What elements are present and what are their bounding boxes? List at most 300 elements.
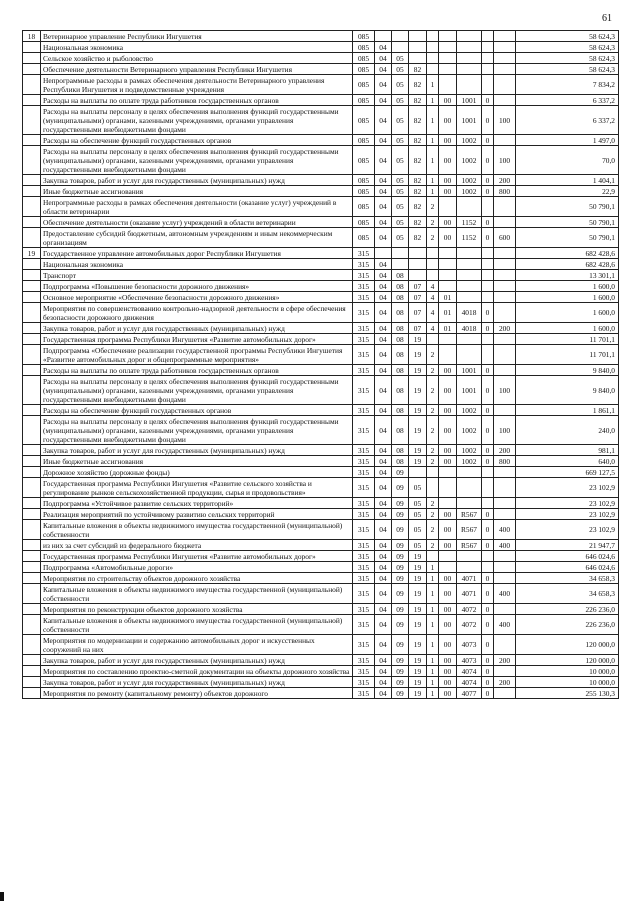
subprogram-code-cell (427, 259, 439, 270)
section-code-cell: 04 (375, 323, 392, 334)
row-number-cell (23, 334, 41, 345)
direction-suffix-cell: 0 (482, 520, 494, 540)
direction-suffix-cell: 0 (482, 456, 494, 467)
row-number-cell (23, 677, 41, 688)
table-row (23, 498, 619, 509)
row-number-cell (23, 259, 41, 270)
table-row (23, 106, 619, 135)
direction-suffix-cell: 0 (482, 655, 494, 666)
item-name-cell: Государственная программа Республики Ингушетия «Развитие автомобильных дорог» (41, 334, 353, 345)
expense-type-cell: 800 (494, 186, 516, 197)
direction-code-cell: 4072 (457, 615, 482, 635)
ministry-code-cell: 315 (353, 551, 375, 562)
row-number-cell (23, 228, 41, 248)
program-code-cell: 82 (409, 75, 427, 95)
subprogram-code-cell (427, 551, 439, 562)
subsection-code-cell: 09 (392, 498, 409, 509)
table-row (23, 259, 619, 270)
ministry-code-cell: 315 (353, 677, 375, 688)
subsection-code-cell: 08 (392, 345, 409, 365)
subprogram-code-cell: 1 (427, 666, 439, 677)
ministry-code-cell: 315 (353, 562, 375, 573)
table-row (23, 42, 619, 53)
subprogram-code-cell: 2 (427, 445, 439, 456)
section-code-cell: 04 (375, 345, 392, 365)
row-number-cell (23, 376, 41, 405)
subsection-code-cell: 09 (392, 677, 409, 688)
expense-type-cell (494, 42, 516, 53)
direction-code-cell: 4072 (457, 604, 482, 615)
direction-code-cell: 1152 (457, 228, 482, 248)
subprogram-code-cell (427, 42, 439, 53)
subsection-code-cell: 05 (392, 217, 409, 228)
ministry-code-cell: 315 (353, 323, 375, 334)
item-name-cell: Непрограммные расходы в рамках обеспечения деятельности Ветеринарного управления Республики Ингушетия и подведомственные учреждения (41, 75, 353, 95)
item-name-cell: Предоставление субсидий бюджетным, автономным учреждениям и иным некоммерческим организациям (41, 228, 353, 248)
table-row (23, 573, 619, 584)
direction-code-cell: 1001 (457, 95, 482, 106)
item-name-cell: Обеспечение деятельности Ветеринарного управления Республики Ингушетия (41, 64, 353, 75)
section-code-cell: 04 (375, 498, 392, 509)
subprogram-code-cell: 4 (427, 303, 439, 323)
direction-suffix-cell: 0 (482, 573, 494, 584)
table-row (23, 405, 619, 416)
program-code-cell: 19 (409, 345, 427, 365)
expense-type-cell (494, 270, 516, 281)
expense-type-cell (494, 334, 516, 345)
subprogram-code-cell: 1 (427, 175, 439, 186)
section-code-cell: 04 (375, 584, 392, 604)
direction-suffix-cell (482, 42, 494, 53)
section-code-cell: 04 (375, 688, 392, 699)
direction-code-cell: R567 (457, 509, 482, 520)
amount-cell: 226 236,0 (516, 615, 619, 635)
item-name-cell: Расходы на обеспечение функций государственных органов (41, 405, 353, 416)
section-code-cell: 04 (375, 42, 392, 53)
expense-type-cell: 400 (494, 520, 516, 540)
activity-code-cell: 00 (439, 509, 457, 520)
item-name-cell: Обеспечение деятельности (оказание услуг) учреждений в области ветеринарии (41, 217, 353, 228)
subprogram-code-cell: 1 (427, 106, 439, 135)
program-code-cell: 82 (409, 175, 427, 186)
direction-code-cell (457, 498, 482, 509)
section-code-cell: 04 (375, 540, 392, 551)
expense-type-cell (494, 31, 516, 42)
item-name-cell: Расходы на обеспечение функций государственных органов (41, 135, 353, 146)
amount-cell: 10 000,0 (516, 677, 619, 688)
ministry-code-cell: 085 (353, 175, 375, 186)
table-row (23, 677, 619, 688)
section-code-cell: 04 (375, 334, 392, 345)
expense-type-cell (494, 248, 516, 259)
row-number-cell (23, 445, 41, 456)
subprogram-code-cell: 1 (427, 584, 439, 604)
direction-suffix-cell: 0 (482, 584, 494, 604)
activity-code-cell (439, 75, 457, 95)
direction-suffix-cell (482, 64, 494, 75)
activity-code-cell: 00 (439, 135, 457, 146)
direction-suffix-cell: 0 (482, 416, 494, 445)
row-number-cell (23, 217, 41, 228)
amount-cell: 981,1 (516, 445, 619, 456)
table-row (23, 334, 619, 345)
item-name-cell: Государственная программа Республики Ингушетия «Развитие автомобильных дорог» (41, 551, 353, 562)
ministry-code-cell: 085 (353, 186, 375, 197)
program-code-cell (409, 270, 427, 281)
activity-code-cell: 00 (439, 217, 457, 228)
amount-cell: 682 428,6 (516, 248, 619, 259)
row-number-cell (23, 64, 41, 75)
item-name-cell: Иные бюджетные ассигнования (41, 456, 353, 467)
table-row (23, 31, 619, 42)
subprogram-code-cell: 2 (427, 509, 439, 520)
table-row (23, 551, 619, 562)
activity-code-cell (439, 31, 457, 42)
section-code-cell: 04 (375, 405, 392, 416)
item-name-cell: Подпрограмма «Обеспечение реализации государственной программы Республики Ингушетия «Развитие автомобильных дорог и общепрограммные мероприятия» (41, 345, 353, 365)
direction-code-cell (457, 42, 482, 53)
section-code-cell: 04 (375, 456, 392, 467)
activity-code-cell: 00 (439, 677, 457, 688)
row-number-cell (23, 478, 41, 498)
subsection-code-cell: 08 (392, 376, 409, 405)
subsection-code-cell: 08 (392, 405, 409, 416)
direction-code-cell: 1002 (457, 186, 482, 197)
amount-cell: 11 701,1 (516, 334, 619, 345)
item-name-cell: Ветеринарное управление Республики Ингушетия (41, 31, 353, 42)
direction-suffix-cell (482, 270, 494, 281)
table-row (23, 604, 619, 615)
activity-code-cell: 01 (439, 292, 457, 303)
subprogram-code-cell: 1 (427, 146, 439, 175)
item-name-cell: Реализация мероприятий по устойчивому развитию сельских территорий (41, 509, 353, 520)
direction-suffix-cell: 0 (482, 228, 494, 248)
expense-type-cell (494, 365, 516, 376)
table-row (23, 456, 619, 467)
amount-cell: 120 000,0 (516, 635, 619, 655)
direction-suffix-cell: 0 (482, 106, 494, 135)
item-name-cell: Государственная программа Республики Ингушетия «Развитие сельского хозяйства и регулирование рынков сельскохозяйственной продукции, сырья и продовольствия» (41, 478, 353, 498)
amount-cell: 58 624,3 (516, 31, 619, 42)
direction-suffix-cell: 0 (482, 365, 494, 376)
table-row (23, 175, 619, 186)
direction-code-cell: 1002 (457, 456, 482, 467)
item-name-cell: Основное мероприятие «Обеспечение безопасности дорожного движения» (41, 292, 353, 303)
direction-code-cell (457, 562, 482, 573)
direction-code-cell: 4018 (457, 323, 482, 334)
amount-cell: 640,0 (516, 456, 619, 467)
subprogram-code-cell: 2 (427, 376, 439, 405)
subsection-code-cell: 05 (392, 75, 409, 95)
activity-code-cell (439, 259, 457, 270)
table-row (23, 688, 619, 699)
direction-suffix-cell: 0 (482, 146, 494, 175)
direction-suffix-cell (482, 197, 494, 217)
program-code-cell: 19 (409, 405, 427, 416)
table-row (23, 467, 619, 478)
ministry-code-cell: 085 (353, 106, 375, 135)
subprogram-code-cell: 1 (427, 655, 439, 666)
expense-type-cell (494, 562, 516, 573)
section-code-cell: 04 (375, 573, 392, 584)
subsection-code-cell: 09 (392, 520, 409, 540)
expense-type-cell: 200 (494, 323, 516, 334)
section-code-cell: 04 (375, 292, 392, 303)
activity-code-cell: 00 (439, 405, 457, 416)
direction-code-cell: 1002 (457, 416, 482, 445)
item-name-cell: Подпрограмма «Повышение безопасности дорожного движения» (41, 281, 353, 292)
row-number-cell (23, 53, 41, 64)
subprogram-code-cell: 2 (427, 456, 439, 467)
table-row (23, 146, 619, 175)
direction-suffix-cell (482, 478, 494, 498)
table-row (23, 248, 619, 259)
direction-code-cell (457, 551, 482, 562)
amount-cell: 1 404,1 (516, 175, 619, 186)
direction-code-cell (457, 334, 482, 345)
amount-cell: 21 947,7 (516, 540, 619, 551)
program-code-cell: 05 (409, 520, 427, 540)
section-code-cell: 04 (375, 75, 392, 95)
program-code-cell (409, 467, 427, 478)
program-code-cell: 19 (409, 562, 427, 573)
table-row (23, 540, 619, 551)
ministry-code-cell: 085 (353, 75, 375, 95)
activity-code-cell (439, 345, 457, 365)
subprogram-code-cell: 2 (427, 217, 439, 228)
expense-type-cell (494, 95, 516, 106)
program-code-cell (409, 248, 427, 259)
subsection-code-cell: 05 (392, 197, 409, 217)
direction-suffix-cell (482, 334, 494, 345)
section-code-cell: 04 (375, 376, 392, 405)
amount-cell: 6 337,2 (516, 106, 619, 135)
direction-suffix-cell (482, 551, 494, 562)
ministry-code-cell: 315 (353, 365, 375, 376)
table-row (23, 445, 619, 456)
expense-type-cell (494, 509, 516, 520)
direction-code-cell (457, 478, 482, 498)
activity-code-cell: 00 (439, 106, 457, 135)
subsection-code-cell: 08 (392, 334, 409, 345)
ministry-code-cell: 085 (353, 146, 375, 175)
subprogram-code-cell: 1 (427, 615, 439, 635)
item-name-cell: Расходы на выплаты персоналу в целях обеспечения выполнения функций государственными (муниципальными) органами, казенными учреждениями, органами управления государственными внебюджетными фондами (41, 146, 353, 175)
amount-cell: 1 861,1 (516, 405, 619, 416)
subprogram-code-cell: 1 (427, 604, 439, 615)
section-code-cell (375, 31, 392, 42)
activity-code-cell: 00 (439, 228, 457, 248)
ministry-code-cell: 315 (353, 303, 375, 323)
section-code-cell (375, 248, 392, 259)
ministry-code-cell: 315 (353, 573, 375, 584)
activity-code-cell (439, 551, 457, 562)
expense-type-cell (494, 604, 516, 615)
amount-cell: 1 600,0 (516, 303, 619, 323)
program-code-cell: 19 (409, 666, 427, 677)
subsection-code-cell: 09 (392, 655, 409, 666)
expense-type-cell: 200 (494, 175, 516, 186)
subprogram-code-cell (427, 270, 439, 281)
direction-suffix-cell (482, 53, 494, 64)
subsection-code-cell: 09 (392, 604, 409, 615)
amount-cell: 682 428,6 (516, 259, 619, 270)
amount-cell: 58 624,3 (516, 42, 619, 53)
direction-suffix-cell: 0 (482, 509, 494, 520)
table-row (23, 186, 619, 197)
activity-code-cell: 00 (439, 573, 457, 584)
direction-suffix-cell (482, 562, 494, 573)
row-number-cell (23, 584, 41, 604)
ministry-code-cell: 085 (353, 135, 375, 146)
activity-code-cell (439, 197, 457, 217)
activity-code-cell: 00 (439, 615, 457, 635)
ministry-code-cell: 315 (353, 540, 375, 551)
activity-code-cell (439, 248, 457, 259)
program-code-cell: 07 (409, 303, 427, 323)
direction-code-cell: 4073 (457, 655, 482, 666)
item-name-cell: Капитальные вложения в объекты недвижимого имущества государственной (муниципальной) собственности (41, 615, 353, 635)
item-name-cell: Расходы на выплаты по оплате труда работников государственных органов (41, 365, 353, 376)
program-code-cell: 82 (409, 64, 427, 75)
row-number-cell (23, 498, 41, 509)
item-name-cell: Мероприятия по ремонту (капитальному ремонту) объектов дорожного (41, 688, 353, 699)
table-row (23, 345, 619, 365)
item-name-cell: Расходы на выплаты по оплате труда работников государственных органов (41, 95, 353, 106)
direction-code-cell: 1001 (457, 376, 482, 405)
row-number-cell (23, 405, 41, 416)
item-name-cell: Иные бюджетные ассигнования (41, 186, 353, 197)
ministry-code-cell: 085 (353, 42, 375, 53)
direction-suffix-cell: 0 (482, 445, 494, 456)
amount-cell: 34 658,3 (516, 584, 619, 604)
activity-code-cell: 00 (439, 520, 457, 540)
item-name-cell: Мероприятия по реконструкции объектов дорожного хозяйства (41, 604, 353, 615)
program-code-cell: 07 (409, 281, 427, 292)
page-number: 61 (602, 13, 612, 24)
section-code-cell: 04 (375, 509, 392, 520)
subsection-code-cell: 05 (392, 135, 409, 146)
subsection-code-cell: 08 (392, 416, 409, 445)
program-code-cell: 82 (409, 95, 427, 106)
program-code-cell: 82 (409, 228, 427, 248)
expense-type-cell (494, 498, 516, 509)
table-row (23, 666, 619, 677)
table-row (23, 197, 619, 217)
direction-suffix-cell: 0 (482, 95, 494, 106)
section-code-cell: 04 (375, 445, 392, 456)
section-code-cell: 04 (375, 281, 392, 292)
table-row (23, 520, 619, 540)
item-name-cell: Мероприятия по совершенствованию контрольно-надзорной деятельности в сфере обеспечения безопасности дорожного движения (41, 303, 353, 323)
expense-type-cell (494, 135, 516, 146)
subsection-code-cell: 08 (392, 323, 409, 334)
row-number-cell (23, 95, 41, 106)
expense-type-cell (494, 75, 516, 95)
subprogram-code-cell (427, 64, 439, 75)
section-code-cell: 04 (375, 106, 392, 135)
subsection-code-cell: 05 (392, 186, 409, 197)
activity-code-cell (439, 478, 457, 498)
table-row (23, 562, 619, 573)
expense-type-cell: 200 (494, 655, 516, 666)
activity-code-cell (439, 281, 457, 292)
subsection-code-cell: 05 (392, 64, 409, 75)
amount-cell: 13 301,1 (516, 270, 619, 281)
direction-suffix-cell (482, 292, 494, 303)
subsection-code-cell: 05 (392, 95, 409, 106)
subprogram-code-cell: 1 (427, 562, 439, 573)
program-code-cell: 19 (409, 376, 427, 405)
direction-code-cell: 4071 (457, 584, 482, 604)
ministry-code-cell: 315 (353, 248, 375, 259)
row-number-cell (23, 562, 41, 573)
expense-type-cell: 400 (494, 615, 516, 635)
expense-type-cell: 100 (494, 146, 516, 175)
subprogram-code-cell: 4 (427, 292, 439, 303)
activity-code-cell (439, 467, 457, 478)
row-number-cell (23, 520, 41, 540)
row-number-cell: 19 (23, 248, 41, 259)
section-code-cell: 04 (375, 53, 392, 64)
subprogram-code-cell (427, 467, 439, 478)
expense-type-cell (494, 688, 516, 699)
row-number-cell (23, 688, 41, 699)
amount-cell: 9 840,0 (516, 376, 619, 405)
direction-code-cell (457, 64, 482, 75)
activity-code-cell: 00 (439, 688, 457, 699)
direction-code-cell (457, 270, 482, 281)
section-code-cell: 04 (375, 655, 392, 666)
subsection-code-cell: 05 (392, 53, 409, 64)
expense-type-cell: 600 (494, 228, 516, 248)
row-number-cell (23, 303, 41, 323)
row-number-cell (23, 635, 41, 655)
scan-mark (0, 892, 4, 901)
table-row (23, 75, 619, 95)
direction-code-cell (457, 31, 482, 42)
amount-cell: 10 000,0 (516, 666, 619, 677)
item-name-cell: Сельское хозяйство и рыболовство (41, 53, 353, 64)
item-name-cell: Мероприятия по строительству объектов дорожного хозяйства (41, 573, 353, 584)
direction-code-cell: 1002 (457, 445, 482, 456)
subprogram-code-cell: 2 (427, 345, 439, 365)
section-code-cell: 04 (375, 228, 392, 248)
ministry-code-cell: 085 (353, 31, 375, 42)
row-number-cell (23, 655, 41, 666)
direction-suffix-cell: 0 (482, 175, 494, 186)
program-code-cell: 82 (409, 197, 427, 217)
section-code-cell: 04 (375, 259, 392, 270)
program-code-cell: 19 (409, 688, 427, 699)
item-name-cell: Национальная экономика (41, 42, 353, 53)
program-code-cell (409, 42, 427, 53)
direction-suffix-cell (482, 248, 494, 259)
row-number-cell: 18 (23, 31, 41, 42)
table-row (23, 365, 619, 376)
amount-cell: 669 127,5 (516, 467, 619, 478)
ministry-code-cell: 315 (353, 478, 375, 498)
row-number-cell (23, 551, 41, 562)
item-name-cell: из них за счет субсидий из федерального бюджета (41, 540, 353, 551)
section-code-cell: 04 (375, 520, 392, 540)
table-row (23, 303, 619, 323)
expense-type-cell (494, 259, 516, 270)
subsection-code-cell: 09 (392, 478, 409, 498)
direction-code-cell (457, 292, 482, 303)
direction-suffix-cell: 0 (482, 186, 494, 197)
direction-suffix-cell: 0 (482, 135, 494, 146)
